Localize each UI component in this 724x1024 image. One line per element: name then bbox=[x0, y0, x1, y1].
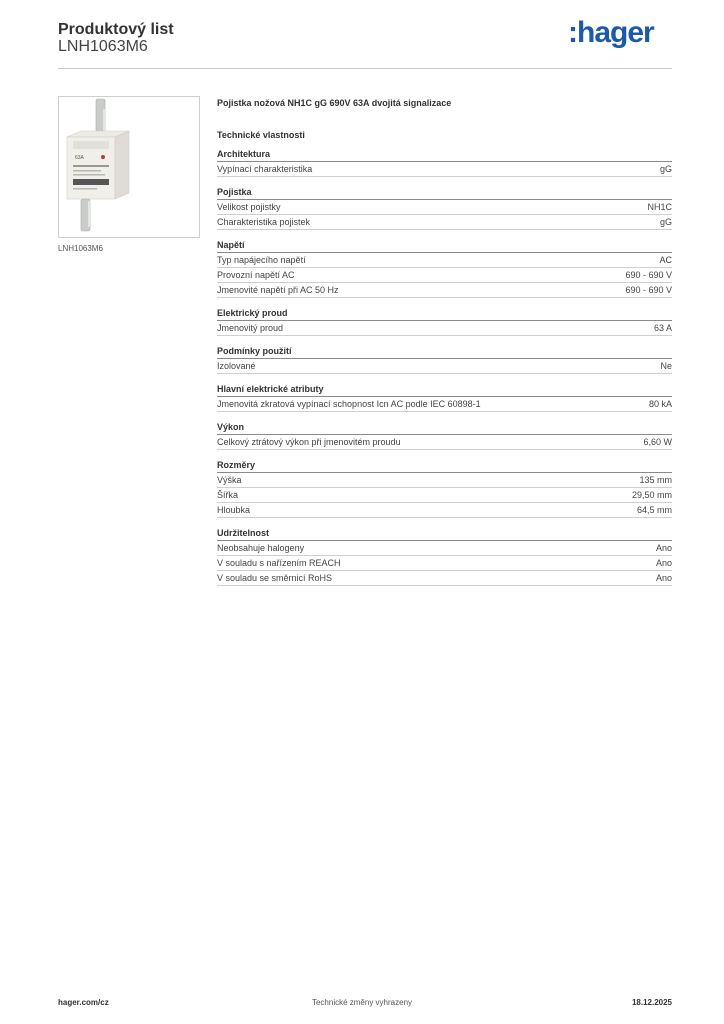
spec-value: 63 A bbox=[653, 323, 672, 333]
spec-row bbox=[217, 321, 672, 336]
spec-label: Typ napájecího napětí bbox=[217, 255, 306, 265]
spec-row bbox=[217, 215, 672, 230]
section-title: Podmínky použití bbox=[217, 345, 672, 359]
spec-row bbox=[217, 571, 672, 586]
spec-section bbox=[217, 148, 672, 177]
section-title: Udržitelnost bbox=[217, 527, 672, 541]
fuse-illustration bbox=[59, 97, 199, 237]
product-image bbox=[58, 96, 200, 238]
spec-row bbox=[217, 503, 672, 518]
spec-row bbox=[217, 162, 672, 177]
spec-row bbox=[217, 268, 672, 283]
spec-value: 64,5 mm bbox=[636, 505, 672, 515]
spec-value: 135 mm bbox=[639, 475, 672, 485]
spec-value: Ano bbox=[655, 573, 672, 583]
spec-label: Jmenovité napětí při AC 50 Hz bbox=[217, 285, 339, 295]
product-code-subtitle: LNH1063M6 bbox=[58, 38, 148, 55]
spec-label: Jmenovitý proud bbox=[217, 323, 284, 333]
spec-value: gG bbox=[659, 164, 672, 174]
section-title: Napětí bbox=[217, 239, 672, 253]
spec-value: NH1C bbox=[647, 202, 672, 212]
hager-logo bbox=[568, 14, 658, 50]
section-title: Elektrický proud bbox=[217, 307, 672, 321]
spec-label: Velikost pojistky bbox=[217, 202, 281, 212]
spec-row bbox=[217, 556, 672, 571]
spec-value: 6,60 W bbox=[643, 437, 672, 447]
spec-label: Jmenovitá zkratová vypínací schopnost Icn AC podle IEC 60898-1 bbox=[217, 399, 481, 409]
spec-label: V souladu s nařízením REACH bbox=[217, 558, 341, 568]
spec-row bbox=[217, 359, 672, 374]
spec-sections bbox=[217, 148, 672, 586]
hager-logo-text: :hager bbox=[568, 16, 654, 49]
spec-label: Celkový ztrátový výkon při jmenovitém proudu bbox=[217, 437, 401, 447]
spec-value: 80 kA bbox=[648, 399, 672, 409]
spec-value: gG bbox=[659, 217, 672, 227]
spec-content bbox=[217, 96, 672, 595]
product-name: Pojistka nožová NH1C gG 690V 63A dvojitá signalizace bbox=[217, 98, 452, 108]
spec-section bbox=[217, 421, 672, 450]
spec-row bbox=[217, 435, 672, 450]
spec-value: 29,50 mm bbox=[631, 490, 672, 500]
section-title: Pojistka bbox=[217, 186, 672, 200]
spec-row bbox=[217, 200, 672, 215]
spec-value: AC bbox=[659, 255, 672, 265]
spec-label: Provozní napětí AC bbox=[217, 270, 295, 280]
spec-section bbox=[217, 527, 672, 586]
spec-row bbox=[217, 253, 672, 268]
footer-disclaimer: Technické změny vyhrazeny bbox=[311, 998, 413, 1007]
footer-date: 18.12.2025 bbox=[631, 998, 672, 1007]
header-divider bbox=[58, 68, 672, 69]
image-caption: LNH1063M6 bbox=[58, 244, 103, 253]
spec-label: Výška bbox=[217, 475, 242, 485]
page-title: Produktový list bbox=[58, 21, 174, 38]
spec-row bbox=[217, 283, 672, 298]
spec-value: Ne bbox=[660, 361, 672, 371]
spec-row bbox=[217, 473, 672, 488]
spec-value: 690 - 690 V bbox=[625, 285, 672, 295]
spec-row bbox=[217, 397, 672, 412]
section-title: Rozměry bbox=[217, 459, 672, 473]
spec-section bbox=[217, 345, 672, 374]
spec-label: V souladu se směrnicí RoHS bbox=[217, 573, 333, 583]
spec-label: Neobsahuje halogeny bbox=[217, 543, 305, 553]
section-title: Architektura bbox=[217, 148, 672, 162]
footer-website: hager.com/cz bbox=[58, 998, 109, 1007]
spec-label: Izolované bbox=[217, 361, 256, 371]
spec-section bbox=[217, 307, 672, 336]
spec-section bbox=[217, 239, 672, 298]
spec-label: Šířka bbox=[217, 490, 239, 500]
spec-row bbox=[217, 488, 672, 503]
spec-value: 690 - 690 V bbox=[625, 270, 672, 280]
fuse-rating-label: 63A bbox=[75, 155, 84, 161]
spec-label: Charakteristika pojistek bbox=[217, 217, 311, 227]
spec-section bbox=[217, 186, 672, 230]
section-title: Hlavní elektrické atributy bbox=[217, 383, 672, 397]
spec-label: Hloubka bbox=[217, 505, 251, 515]
section-title: Výkon bbox=[217, 421, 672, 435]
spec-row bbox=[217, 541, 672, 556]
spec-section bbox=[217, 383, 672, 412]
spec-label: Vypínací charakteristika bbox=[217, 164, 313, 174]
spec-value: Ano bbox=[655, 543, 672, 553]
spec-section bbox=[217, 459, 672, 518]
tech-properties-heading: Technické vlastnosti bbox=[217, 130, 305, 140]
spec-value: Ano bbox=[655, 558, 672, 568]
